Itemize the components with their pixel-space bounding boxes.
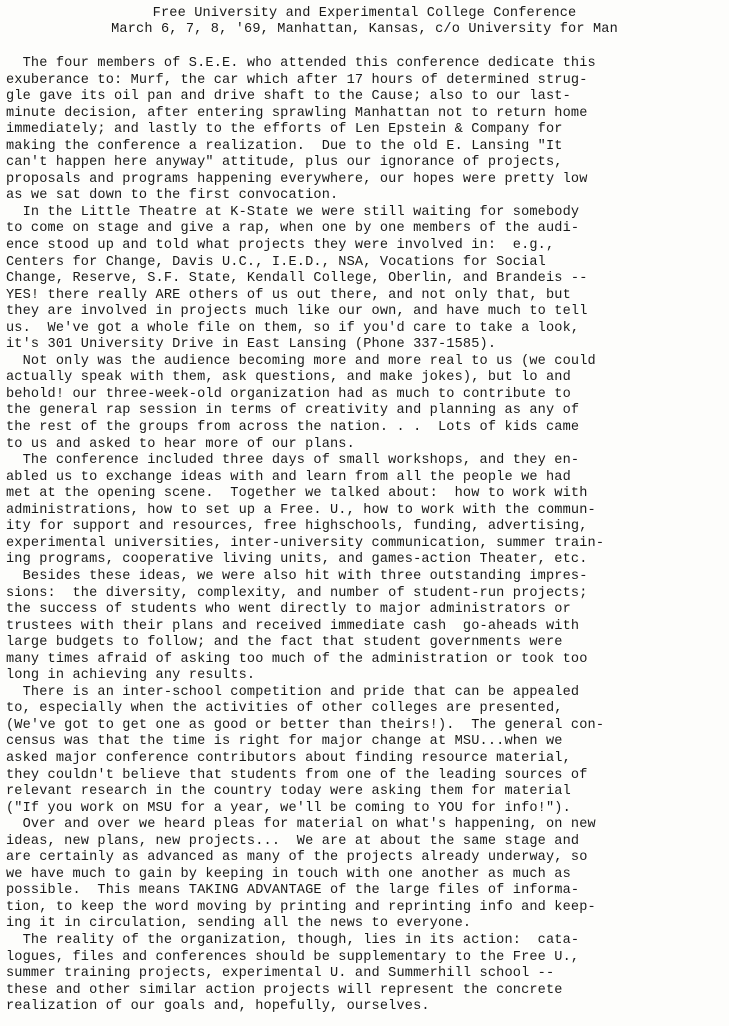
text-line: abled us to exchange ideas with and learn from all the people we had (6, 469, 571, 485)
text-line: logues, files and conferences should be supplementary to the Free U., (6, 949, 580, 965)
text-line: gle gave its oil pan and drive shaft to the Cause; also to our last- (6, 89, 571, 105)
text-line: There is an inter-school competition and pride that can be appealed (6, 684, 580, 700)
text-line: Centers for Change, Davis U.C., I.E.D., NSA, Vocations for Social (6, 254, 546, 270)
text-line: ity for support and resources, free highschools, funding, advertising, (6, 519, 588, 535)
text-line: us. We've got a whole file on them, so if you'd care to take a look, (6, 320, 580, 336)
text-line: The reality of the organization, though, lies in its action: cata- (6, 932, 580, 948)
text-line: can't happen here anyway" attitude, plus our ignorance of projects, (6, 155, 563, 171)
text-line: long in achieving any results. (6, 668, 256, 684)
text-line: these and other similar action projects will represent the concrete (6, 982, 563, 998)
text-line: it's 301 University Drive in East Lansing (Phone 337-1585). (6, 337, 497, 353)
text-line: the success of students who went directly to major administrators or (6, 602, 571, 618)
text-line: YES! there really ARE others of us out there, and not only that, but (6, 287, 571, 303)
text-line: The four members of S.E.E. who attended this conference dedicate this (6, 56, 596, 71)
text-line: exuberance to: Murf, the car which after 17 hours of determined strug- (6, 72, 588, 88)
text-line: making the conference a realization. Due to the old E. Lansing "It (6, 138, 563, 154)
text-line: Over and over we heard pleas for material on what's happening, on new (6, 817, 596, 833)
text-line: they couldn't believe that students from one of the leading sources of (6, 767, 588, 783)
text-line: large budgets to follow; and the fact that student governments were (6, 635, 563, 651)
text-line: Besides these ideas, we were also hit with three outstanding impres- (6, 568, 588, 584)
text-line: as we sat down to the first convocation. (6, 188, 339, 204)
text-line: minute decision, after entering sprawling Manhattan not to return home (6, 105, 588, 121)
text-line: proposals and programs happening everywhere, our hopes were pretty low (6, 171, 588, 187)
text-line: In the Little Theatre at K-State we were still waiting for somebody (6, 204, 580, 220)
document-title: Free University and Experimental College Conference (152, 6, 577, 21)
text-line: tion, to keep the word moving by printing and reprinting info and keep- (6, 899, 596, 915)
text-line: trustees with their plans and received immediate cash go-aheads with (6, 618, 580, 634)
text-line: are certainly as advanced as many of the projects already underway, so (6, 850, 588, 866)
text-line: experimental universities, inter-university communication, summer train- (6, 535, 605, 551)
text-line: behold! our three-week-old organization had as much to contribute to (6, 386, 571, 402)
text-line: met at the opening scene. Together we talked about: how to work with (6, 486, 588, 502)
text-line: ing programs, cooperative living units, and games-action Theater, etc. (6, 552, 588, 568)
text-line: to, especially when the activities of other colleges are presented, (6, 701, 563, 717)
text-line: ("If you work on MSU for a year, we'll be coming to YOU for info!"). (6, 800, 571, 816)
text-line: realization of our goals and, hopefully, ourselves. (6, 999, 430, 1015)
text-line: (We've got to get one as good or better than theirs!). The general con- (6, 717, 605, 733)
text-line: summer training projects, experimental U. and Summerhill school -- (6, 966, 555, 982)
text-line: ence stood up and told what projects they were involved in: e.g., (6, 238, 555, 254)
text-line: the general rap session in terms of creativity and planning as any of (6, 403, 580, 419)
document-subtitle: March 6, 7, 8, '69, Manhattan, Kansas, c/o University for Man (111, 22, 618, 37)
text-line: ing it in circulation, sending all the news to everyone. (6, 916, 472, 932)
text-line: census was that the time is right for major change at MSU...when we (6, 734, 563, 750)
text-line: asked major conference contributors about finding resource material, (6, 750, 571, 766)
text-line: sions: the diversity, complexity, and number of student-run projects; (6, 585, 588, 601)
text-line: they are involved in projects much like our own, and have much to tell (6, 304, 588, 320)
text-line: actually speak with them, ask questions, and make jokes), but lo and (6, 370, 571, 386)
text-line: ideas, new plans, new projects... We are at about the same stage and (6, 833, 580, 849)
text-line: relevant research in the country today were asking them for material (6, 784, 571, 800)
text-line: The conference included three days of small workshops, and they en- (6, 453, 580, 469)
text-line: to come on stage and give a rap, when one by one members of the audi- (6, 221, 580, 237)
text-line: Not only was the audience becoming more and more real to us (we could (6, 353, 596, 369)
text-line: we have much to gain by keeping in touch with one another as much as (6, 866, 571, 882)
document-body (6, 56, 724, 1016)
text-line: administrations, how to set up a Free. U., how to work with the commun- (6, 502, 596, 518)
text-line: many times afraid of asking too much of the administration or took too (6, 651, 588, 667)
document-header (0, 6, 729, 38)
text-line: possible. This means TAKING ADVANTAGE of the large files of informa- (6, 883, 580, 899)
text-line: to us and asked to hear more of our plans. (6, 436, 355, 452)
text-line: the rest of the groups from across the nation. . . Lots of kids came (6, 420, 580, 436)
text-line: Change, Reserve, S.F. State, Kendall College, Oberlin, and Brandeis -- (6, 271, 588, 287)
text-line: immediately; and lastly to the efforts of Len Epstein & Company for (6, 122, 563, 138)
